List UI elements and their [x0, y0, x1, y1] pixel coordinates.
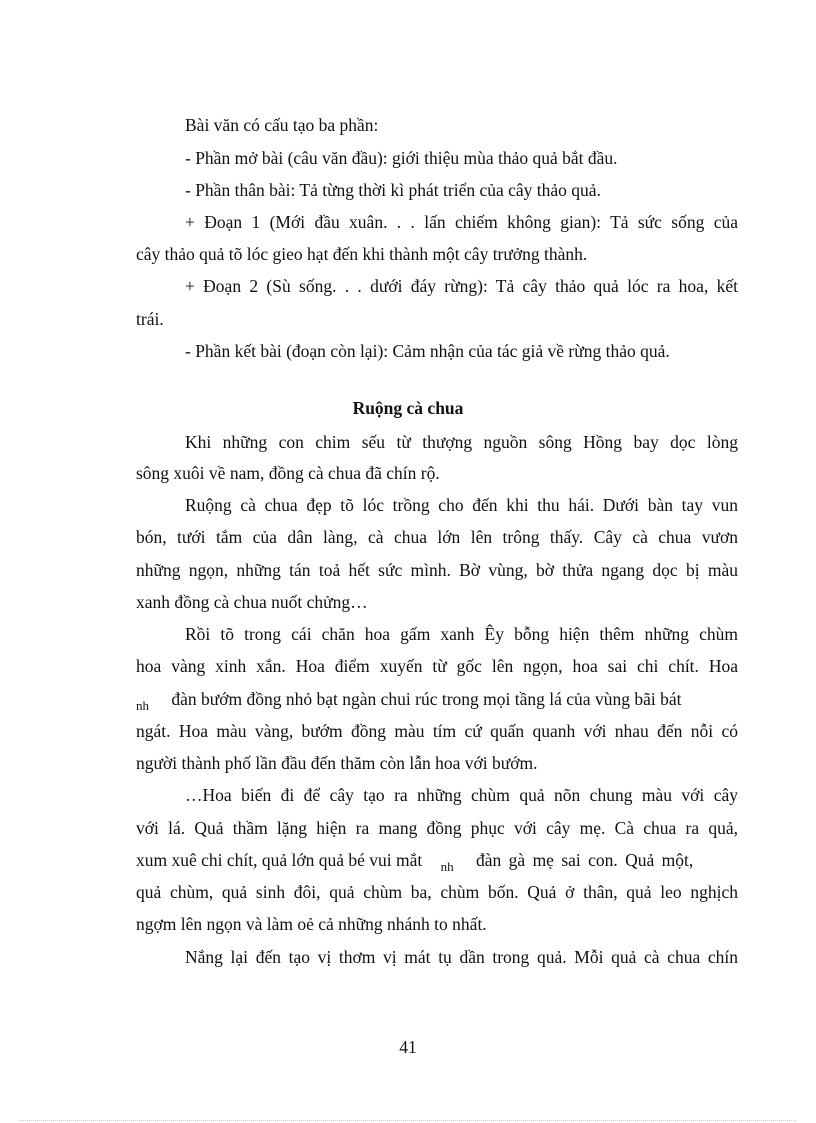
text-line: sông xuôi về nam, đồng cà chua đã chín rộ.: [136, 463, 440, 483]
footer-divider: [20, 1120, 796, 1121]
text-line: quả chùm, quả sinh đôi, quả chùm ba, chùm bốn. Quả ở thân, quả leo nghịch: [136, 882, 738, 902]
section-title: Ruộng cà chua: [352, 398, 464, 418]
text-line: Nắng lại đến tạo vị thơm vị mát tụ dần trong quả. Mỗi quả cà chua chín: [185, 947, 738, 967]
fragment: nh: [136, 698, 149, 713]
text-line: Rồi tõ trong cái chăn hoa gấm xanh Êy bỗng hiện thêm những chùm: [185, 624, 738, 644]
text-line: bón, tưới tắm của dân làng, cà chua lớn lên trông thấy. Cây cà chua vươn: [136, 527, 738, 547]
text-line: với lá. Quả thầm lặng hiện ra mang đồng phục với cây mẹ. Cà chua ra quả,: [136, 818, 738, 838]
fragment: nh: [440, 859, 454, 874]
text-line: Ruộng cà chua đẹp tõ lóc trồng cho đến khi thu hái. Dưới bàn tay vun: [185, 495, 738, 515]
text-line: hoa vàng xinh xắn. Hoa điểm xuyến từ gốc lên ngọn, hoa sai chi chít. Hoa: [136, 656, 738, 676]
text-line: ngợm lên ngọn và làm oẻ cả những nhánh to nhất.: [136, 914, 487, 934]
fragment: đàn gà mẹ sai con. Quả một,: [476, 850, 694, 870]
text-line: + Đoạn 2 (Sù sống. . . dưới đáy rừng): Tả cây thảo quả lóc ra hoa, kết: [185, 276, 738, 296]
text-line: - Phần mở bài (câu văn đầu): giới thiệu mùa thảo quả bắt đầu.: [185, 148, 618, 168]
text-line: trái.: [136, 309, 164, 329]
text-line: - Phần kết bài (đoạn còn lại): Cảm nhận của tác giả về rừng thảo quả.: [185, 341, 670, 361]
page-number: 41: [399, 1037, 417, 1057]
text-line: xanh đồng cà chua nuốt chửng…: [136, 592, 368, 612]
text-line: [136, 849, 693, 873]
text-line: …Hoa biến đi để cây tạo ra những chùm quả nõn chung màu với cây: [185, 785, 738, 805]
text-line: Khi những con chim sếu từ thượng nguồn sông Hồng bay dọc lòng: [185, 432, 738, 452]
text-line: cây thảo quả tõ lóc gieo hạt đến khi thành một cây trưởng thành.: [136, 244, 588, 264]
fragment: xum xuê chi chít, quả lớn quả bé vui mắt: [136, 850, 423, 870]
text-line: + Đoạn 1 (Mới đầu xuân. . . lấn chiếm không gian): Tả sức sống của: [185, 212, 738, 232]
text-line: [136, 688, 681, 712]
text-line: Bài văn có cấu tạo ba phần:: [185, 115, 379, 135]
text-line: - Phần thân bài: Tả từng thời kì phát triển của cây thảo quả.: [185, 180, 601, 200]
text-line: người thành phố lần đầu đến thăm còn lẫn hoa với bướm.: [136, 753, 538, 773]
fragment: đàn bướm đồng nhỏ bạt ngàn chui rúc trong mọi tầng lá của vùng bãi bát: [171, 689, 682, 709]
text-line: những ngọn, những tán toả hết sức mình. Bờ vùng, bờ thửa ngang dọc bị màu: [136, 560, 738, 580]
text-line: ngát. Hoa màu vàng, bướm đồng màu tím cứ quấn quanh với nhau đến nỗi có: [136, 721, 738, 741]
